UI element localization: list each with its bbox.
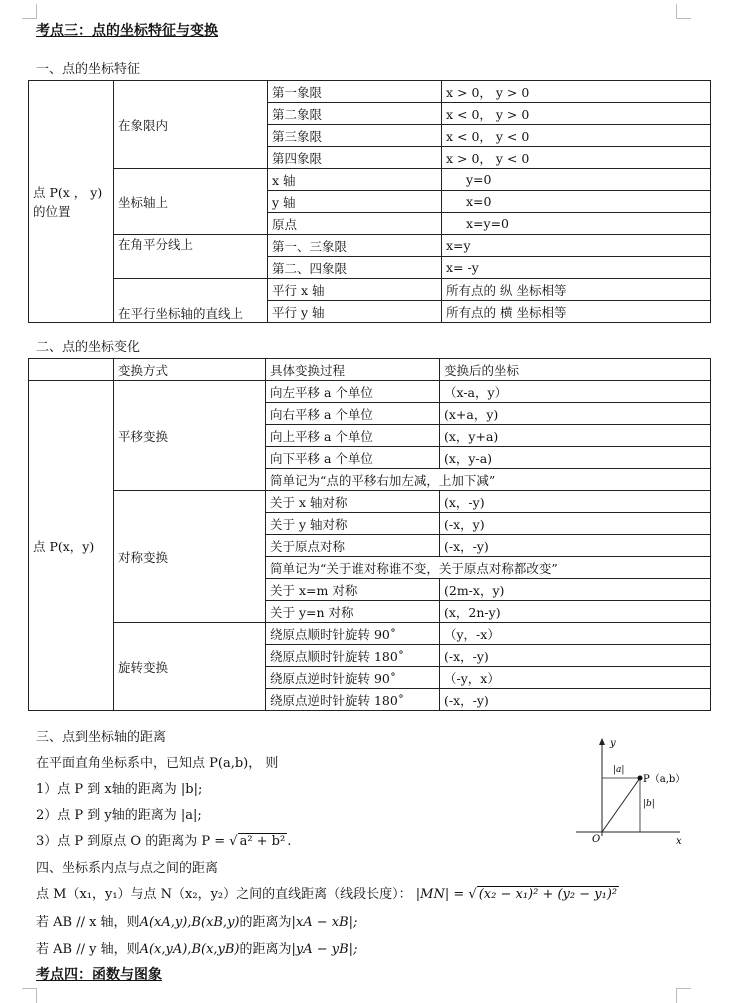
header-method: 变换方式 [114,359,266,381]
case-cell: 原点 [268,213,442,235]
abs-b-label: |b| [643,799,655,809]
case-cell: 第三象限 [268,125,442,147]
table-row [29,381,711,403]
result-cell: (x+a，y) [440,403,711,425]
sqrt-sign: √ [229,834,238,849]
parallel-y-text: 若 AB // y 轴，则 [36,942,140,957]
result-cell: (-x，-y) [440,535,711,557]
group-quadrant: 在象限内 [114,81,268,169]
note-translate: 简单记为“点的平移右加左减，上加下减” [266,469,711,491]
parallel-x-distance [36,911,357,930]
table-row [29,81,711,103]
result-cell: (-x，y) [440,513,711,535]
corner-mark-bottom-left [22,988,37,1003]
y-axis-arrow [599,738,605,745]
group-translate: 平移变换 [114,381,266,491]
distance-to-y-axis: 2）点 P 到 y轴的距离为 |a|; [36,808,202,823]
radicand: a² + b² [239,834,286,849]
condition-cell: x < 0， y < 0 [442,125,711,147]
distance-to-origin-label: 3）点 P 到原点 O 的距离为 P = [36,834,226,849]
result-cell: (2m-x，y) [440,579,711,601]
parallel-x-mid: 的距离为 [239,915,292,930]
parallel-x-value: |xA − xB|; [291,915,358,930]
distance-intro: 在平面直角坐标系中，已知点 P(a,b)， 则 [36,756,279,771]
result-cell: (-x，-y) [440,645,711,667]
case-cell: 第一、三象限 [268,235,442,257]
formula-radicand: (x₂ − x₁)² + (y₂ − y₁)² [478,887,618,902]
condition-cell: x > 0， y > 0 [442,81,711,103]
y-axis-label: y [610,738,616,749]
note-symmetry: 简单记为“关于谁对称谁不变，关于原点对称都改变” [266,557,711,579]
table-row [29,279,711,301]
case-cell: 第四象限 [268,147,442,169]
parallel-y-distance [36,938,357,957]
case-cell: y 轴 [268,191,442,213]
abs-a-label: |a| [613,765,625,775]
process-cell: 绕原点顺时针旋转 90˚ [266,623,440,645]
table-row [29,169,711,191]
point-p [638,776,643,781]
parallel-x-text: 若 AB // x 轴，则 [36,915,140,930]
section-coordinate-features: 一、点的坐标特征 [36,62,141,77]
result-cell: （-y，x） [440,667,711,689]
parallel-x-points: A(xA,y),B(xB,y) [139,915,240,930]
coordinate-features-table [28,80,711,323]
segment-op [602,778,640,832]
process-cell: 关于原点对称 [266,535,440,557]
header-blank [29,359,114,381]
result-cell: （y，-x） [440,623,711,645]
header-result: 变换后的坐标 [440,359,711,381]
process-cell: 关于 y=n 对称 [266,601,440,623]
result-cell: (x，-y) [440,491,711,513]
condition-cell: 所有点的 横 坐标相等 [442,301,711,323]
point-p-label: P（a,b） [643,774,686,785]
condition-cell: x= -y [442,257,711,279]
process-cell: 绕原点逆时针旋转 180˚ [266,689,440,711]
heading-point-coordinates: 考点三：点的坐标特征与变换 [36,23,218,39]
section-coordinate-changes: 二、点的坐标变化 [36,340,141,355]
process-cell: 向上平移 a 个单位 [266,425,440,447]
case-cell: 平行 x 轴 [268,279,442,301]
table-row [29,491,711,513]
process-cell: 关于 x=m 对称 [266,579,440,601]
period: . [287,834,292,849]
group-bisector: 在角平分线上 [114,235,268,279]
coordinate-graph [572,734,690,846]
distance-formula [36,883,619,902]
section-point-distance: 四、坐标系内点与点之间的距离 [36,861,219,876]
parallel-y-value: |yA − yB|; [291,942,358,957]
condition-cell: x < 0， y > 0 [442,103,711,125]
result-cell: (x，y+a) [440,425,711,447]
mn-label: |MN| = [415,887,465,902]
corner-mark-top-right [676,4,691,19]
case-cell: 第一象限 [268,81,442,103]
coordinate-changes-table [28,358,711,711]
condition-cell: x=0 [442,191,711,213]
result-cell: (x，y-a) [440,447,711,469]
distance-to-origin [36,830,291,849]
process-cell: 向右平移 a 个单位 [266,403,440,425]
process-cell: 绕原点顺时针旋转 180˚ [266,645,440,667]
distance-to-x-axis: 1）点 P 到 x轴的距离为 |b|; [36,782,203,797]
table-row [29,623,711,645]
result-cell: （x-a，y） [440,381,711,403]
result-cell: (x，2n-y) [440,601,711,623]
table-row [29,235,711,257]
header-process: 具体变换过程 [266,359,440,381]
case-cell: x 轴 [268,169,442,191]
condition-cell: x > 0， y < 0 [442,147,711,169]
distance-formula-text: 点 M（x₁，y₁）与点 N（x₂，y₂）之间的直线距离（线段长度）： [36,887,412,902]
condition-cell: y=0 [442,169,711,191]
section-distance-to-axes: 三、点到坐标轴的距离 [36,730,167,745]
x-axis-label: x [676,836,682,846]
corner-mark-bottom-right [676,988,691,1003]
point-cell: 点 P(x，y) [29,381,114,711]
result-cell: (-x，-y) [440,689,711,711]
group-axis: 坐标轴上 [114,169,268,235]
condition-cell: x=y=0 [442,213,711,235]
heading-functions-graphs: 考点四：函数与图象 [36,967,162,983]
sqrt-sign: √ [468,887,477,902]
condition-cell: 所有点的 纵 坐标相等 [442,279,711,301]
group-symmetry: 对称变换 [114,491,266,623]
corner-mark-top-left [22,4,37,19]
group-parallel: 在平行坐标轴的直线上 [114,279,268,323]
case-cell: 第二、四象限 [268,257,442,279]
origin-label: O [592,834,601,845]
group-rotate: 旋转变换 [114,623,266,711]
process-cell: 关于 x 轴对称 [266,491,440,513]
process-cell: 向左平移 a 个单位 [266,381,440,403]
table-row [29,359,711,381]
condition-cell: x=y [442,235,711,257]
case-cell: 平行 y 轴 [268,301,442,323]
parallel-y-mid: 的距离为 [239,942,292,957]
process-cell: 向下平移 a 个单位 [266,447,440,469]
case-cell: 第二象限 [268,103,442,125]
process-cell: 关于 y 轴对称 [266,513,440,535]
parallel-y-points: A(x,yA),B(x,yB) [139,942,240,957]
process-cell: 绕原点逆时针旋转 90˚ [266,667,440,689]
point-position-cell: 点 P(x ， y) 的位置 [29,81,114,323]
